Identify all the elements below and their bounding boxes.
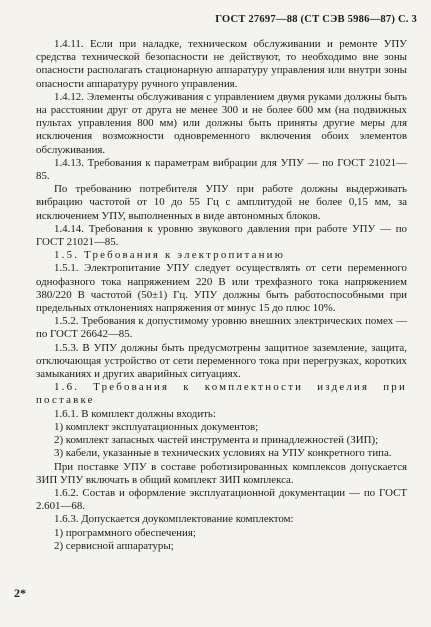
paragraph-1-4-12: 1.4.12. Элементы обслуживания с управлением двумя руками должны быть на расстоянии друг от друга не менее 300 и не более 600 мм (на подвижных пультах управления 800 мм) или должны быть приняты другие меры для исключения возможности одновременного включения обоих элементов обслуживания. — [36, 90, 407, 156]
paragraph-1-5-2: 1.5.2. Требования к допустимому уровню внешних электрических помех — по ГОСТ 26642—85. — [36, 315, 407, 341]
heading-1-5: 1.5. Требования к электропитанию — [54, 249, 286, 262]
paragraph-1-4-13: 1.4.13. Требования к параметрам вибрации для УПУ — по ГОСТ 21021—85. — [36, 156, 407, 183]
paragraph-1-5-1: 1.5.1. Электропитание УПУ следует осуществлять от сети переменного однофазного тока напряжением 220 В или трехфазного тока напряжением 380/220 В частотой (50±1) Гц. УПУ должны быть работоспособными при предельных отклонениях напряжения от минус 15 до плюс 10%. — [36, 262, 407, 315]
paragraph-robotic-complex: При поставке УПУ в составе роботизированных комплексов допускается ЗИП УПУ включать в общий комплект ЗИП комплекса. — [36, 460, 407, 486]
list-item-service-equipment: 2) сервисной аппаратуры; — [54, 539, 174, 552]
heading-1-6: 1.6. Требования к комплектности изделия при поставке — [36, 381, 407, 407]
paragraph-1-4-14: 1.4.14. Требования к уровню звукового давления при работе УПУ — по ГОСТ 21021—85. — [36, 222, 407, 249]
paragraph-1-5-3: 1.5.3. В УПУ должны быть предусмотрены защитное заземление, защита, отключающая устройство от сети переменного тока при перегрузках, коротких замыканиях и других аварийных ситуациях. — [36, 341, 407, 381]
list-item-software: 1) программного обеспечения; — [54, 526, 196, 539]
list-item-spare-parts: 2) комплект запасных частей инструмента и принадлежностей (ЗИП); — [54, 434, 379, 447]
paragraph-1-6-2: 1.6.2. Состав и оформление эксплуатационной документации — по ГОСТ 2.601—68. — [36, 486, 407, 513]
paragraph-vibration-requirement: По требованию потребителя УПУ при работе должны выдерживать вибрацию частотой от 10 до 55 Гц с амплитудой не более 0,15 мм, за исключением УПУ, выполненных в виде автономных блоков. — [36, 183, 407, 222]
paragraph-1-4-11: 1.4.11. Если при наладке, техническом обслуживании и ремонте УПУ средства технической безопасности не действуют, то необходимо вне зоны опасности располагать стационарную аппаратуру управления или внутри зоны опасности аппаратуру ручного управления. — [36, 38, 407, 90]
list-item-docs: 1) комплект эксплуатационных документов; — [54, 420, 259, 433]
paragraph-1-6-1: 1.6.1. В комплект должны входить: — [54, 407, 216, 420]
paragraph-1-6-3: 1.6.3. Допускается доукомплектование комплектом: — [54, 513, 294, 526]
page-body — [36, 38, 407, 553]
list-item-cables: 3) кабели, указанные в технических условиях на УПУ конкретного типа. — [54, 447, 392, 460]
page-header: ГОСТ 27697—88 (СТ СЭВ 5986—87) С. 3 — [215, 14, 417, 25]
page-signature-mark: 2* — [14, 586, 26, 600]
